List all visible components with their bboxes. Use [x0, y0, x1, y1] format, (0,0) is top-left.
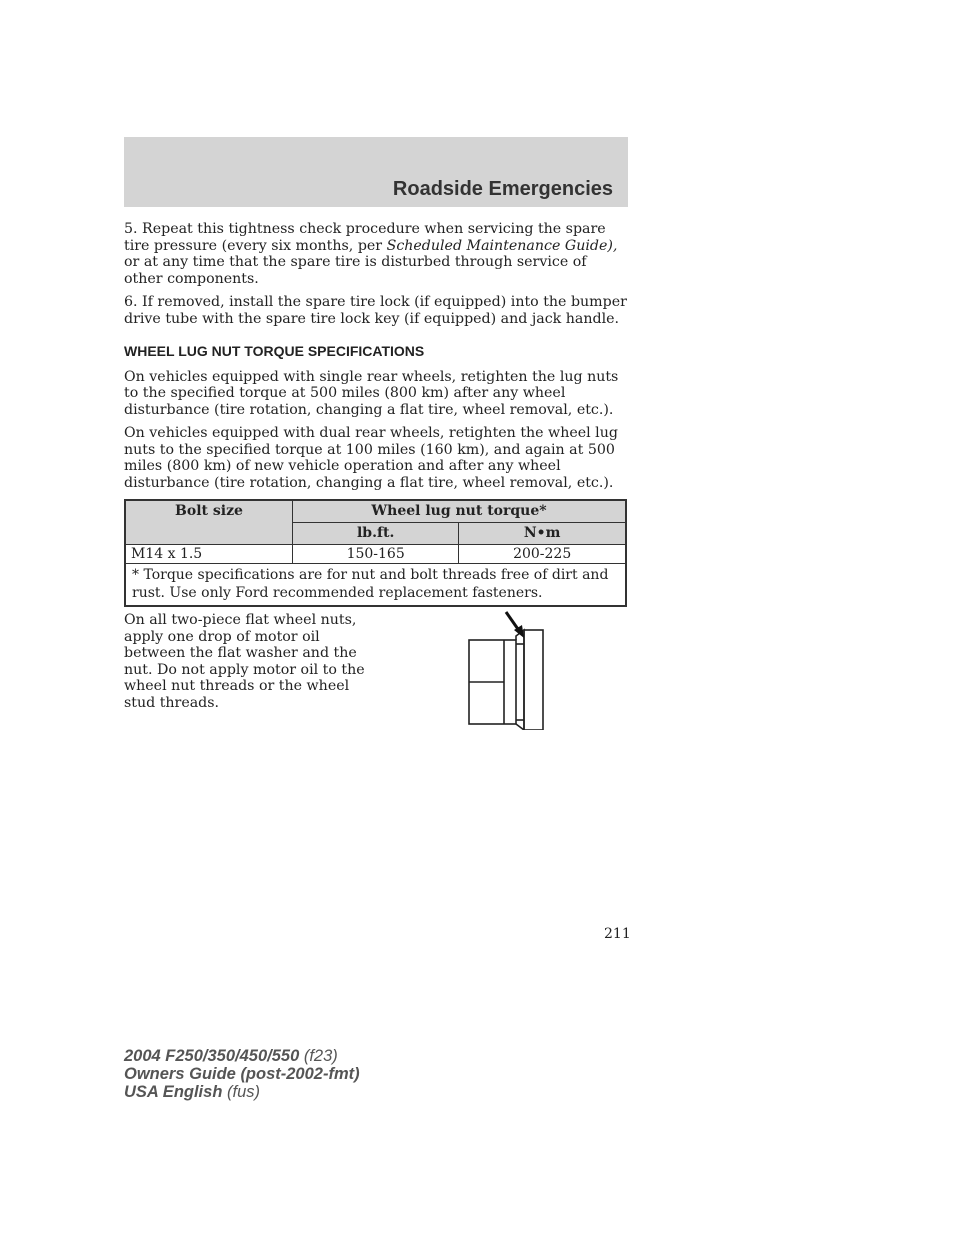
section-header-bar — [124, 137, 628, 207]
step-6: 6. If removed, install the spare tire lock (if equipped) into the bumper drive tube with the spare tire lock key (if equipped) and jack handle. — [124, 294, 627, 327]
maintenance-guide-reference: Scheduled Maintenance Guide), — [386, 237, 618, 254]
torque-spec-heading: WHEEL LUG NUT TORQUE SPECIFICATIONS — [124, 343, 425, 359]
lbft-cell: 150-165 — [293, 545, 459, 564]
step-5-text: 5. Repeat this tightness check procedure when servicing the spare tire pressure (every six months, per — [124, 221, 606, 254]
table-footnote: * Torque specifications are for nut and bolt threads free of dirt and rust. Use only Ford recommended replacement fasteners. — [125, 564, 626, 607]
footer-language-code: (fus) — [227, 1083, 260, 1101]
torque-header: Wheel lug nut torque* — [293, 500, 627, 523]
section-title: Roadside Emergencies — [392, 178, 613, 200]
dual-rear-wheels-paragraph: On vehicles equipped with dual rear wheels, retighten the wheel lug nuts to the specified torque at 100 miles (160 km), and again at 500 miles (800 km) of new vehicle operation and after any wheel disturbance (tire rotation, changing a flat tire, wheel removal, etc.). — [124, 425, 618, 491]
footer-model-code: (f23) — [303, 1047, 338, 1065]
page-number: 211 — [604, 926, 631, 942]
footer-language: USA English — [124, 1083, 223, 1101]
bolt-size-cell: M14 x 1.5 — [125, 545, 293, 564]
page-content — [124, 221, 628, 737]
arrow-icon — [506, 612, 524, 638]
nm-header: N•m — [459, 523, 626, 545]
wheel-nut-diagram — [464, 608, 554, 730]
single-rear-wheels-paragraph: On vehicles equipped with single rear wheels, retighten the lug nuts to the specified torque at 500 miles (800 km) after any wheel disturbance (tire rotation, changing a flat tire, wheel removal, etc.). — [124, 368, 619, 418]
wheel-nut-icon — [469, 630, 543, 730]
wheel-nut-section — [124, 612, 628, 737]
bolt-size-header: Bolt size — [125, 500, 293, 545]
lbft-header: lb.ft. — [293, 523, 459, 545]
table-row — [125, 545, 626, 564]
step-5 — [124, 221, 628, 287]
wheel-nut-instruction: On all two-piece flat wheel nuts, apply one drop of motor oil between the flat washer and the nut. Do not apply motor oil to the wheel nut threads or the wheel stud threads. — [124, 612, 365, 711]
document-footer — [124, 1047, 360, 1101]
torque-spec-table — [124, 499, 627, 607]
footer-model: 2004 F250/350/450/550 — [124, 1047, 300, 1065]
nm-cell: 200-225 — [459, 545, 626, 564]
footer-guide: Owners Guide (post-2002-fmt) — [124, 1065, 360, 1083]
step-5-text-end: or at any time that the spare tire is disturbed through service of other components. — [124, 254, 587, 287]
